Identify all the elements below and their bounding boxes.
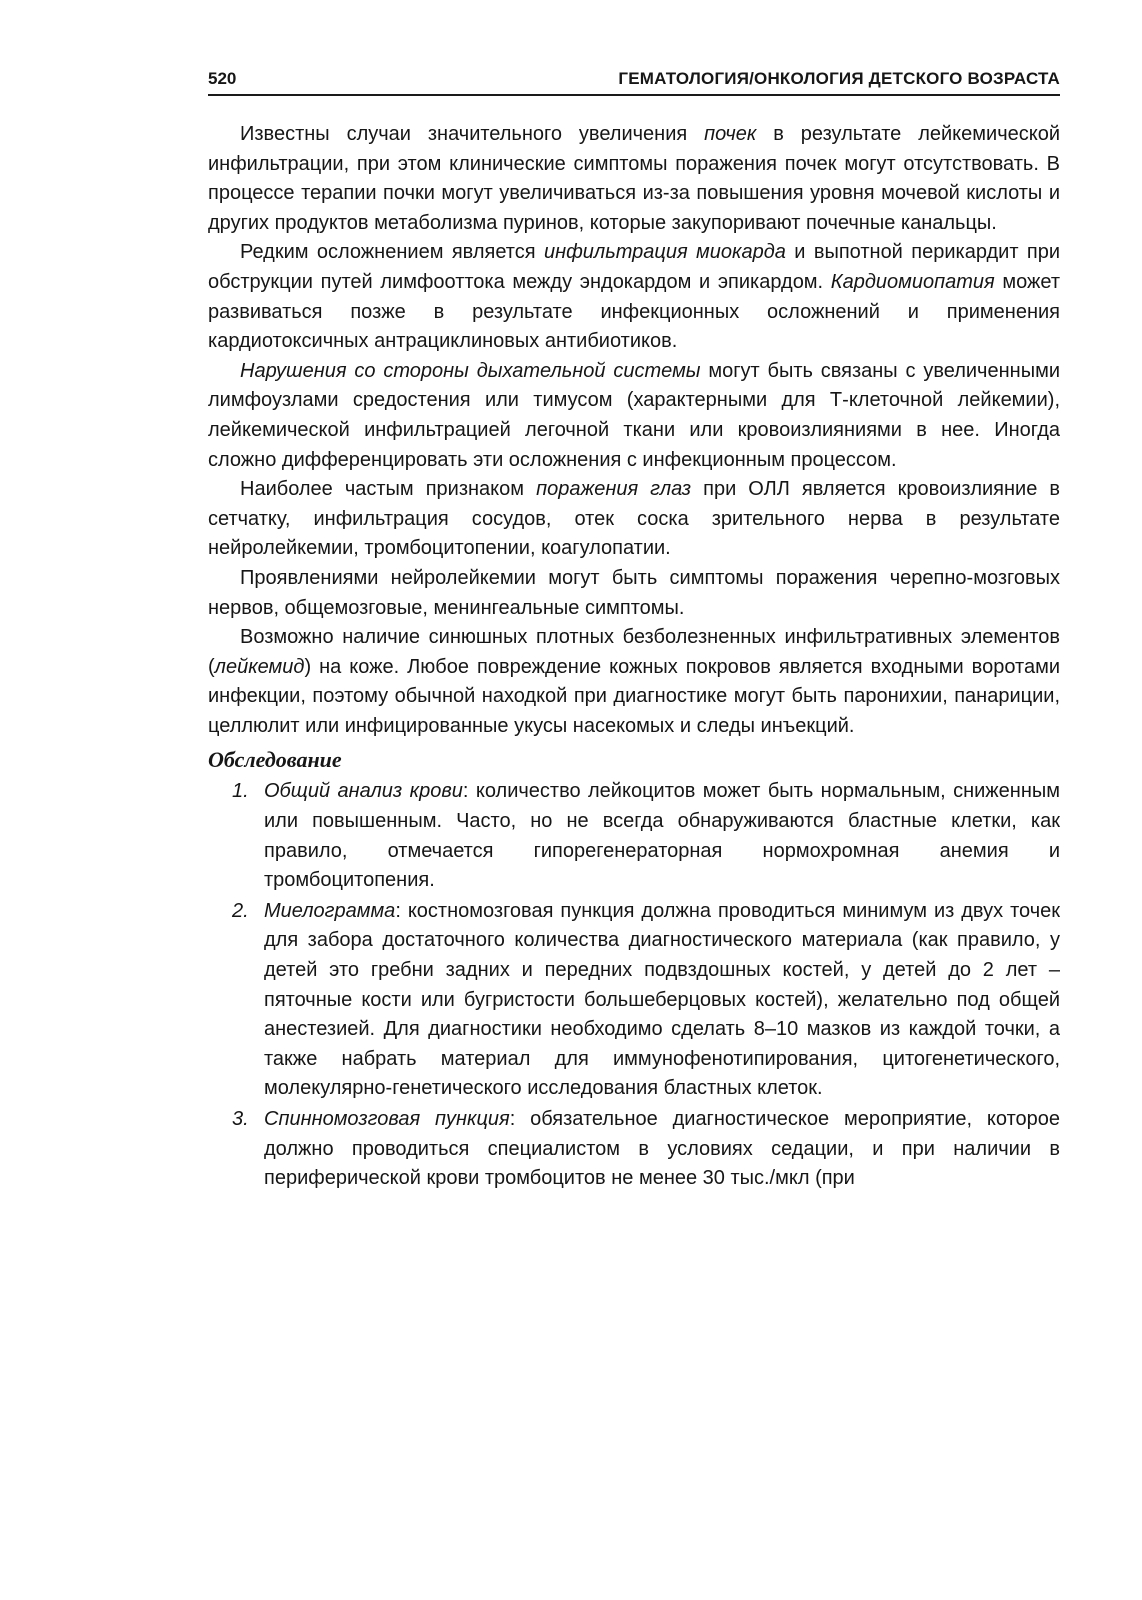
item-term: Общий анализ крови bbox=[264, 780, 463, 803]
emphasis-term: поражения глаз bbox=[536, 478, 692, 501]
text-segment: Известны случаи значительного увеличения bbox=[240, 123, 705, 145]
item-text: : костномозговая пункция должна проводиться минимум из двух точек для забора достаточного количества диагностического материала (как правило, у детей это гребни задних и передних подвздошных костей, у детей до 2 лет – пяточные кости или бугристости большеберцовых костей), желательно под общей анестезией. Для диагностики необходимо сделать 8–10 мазков из каждой точки, а также набрать материал для иммунофенотипирования, цитогенетического, молекулярно-генетического исследования бластных клеток. bbox=[264, 899, 1060, 1100]
exam-list bbox=[208, 777, 1060, 1193]
section-heading: Обследование bbox=[208, 747, 342, 773]
item-number: 1. bbox=[232, 780, 249, 803]
list-item bbox=[208, 777, 1060, 895]
text-segment: и выпотной перикардит при обструкции путей лимфооттока между эндокардом и эпикардом. bbox=[208, 241, 1061, 293]
item-text: : обязательное диагностическое мероприятие, которое должно проводиться специалистом в условиях седации, и при наличии в периферической крови тромбоцитов не менее 30 тыс./мкл (при bbox=[264, 1108, 1060, 1190]
item-term: Миелограмма bbox=[264, 899, 396, 922]
page-number: 520 bbox=[208, 69, 237, 88]
emphasis-term: Кардиомиопатия bbox=[830, 270, 995, 293]
paragraph-kidneys bbox=[208, 120, 1060, 238]
text-segment: ) на коже. Любое повреждение кожных покровов является входными воротами инфекции, поэтому обычной находкой при диагностике могут быть паронихии, панариции, целлюлит или инфицированные укусы насекомых и следы инъекций. bbox=[208, 655, 1060, 737]
item-text: : количество лейкоцитов может быть нормальным, сниженным или повышенным. Часто, но не всегда обнаруживаются бластные клетки, как правило, отмечается гипорегенераторная нормохромная анемия и тромбоцитопения. bbox=[264, 780, 1061, 892]
emphasis-term: почек bbox=[704, 123, 757, 145]
text-segment: Проявлениями нейролейкемии могут быть симптомы поражения черепно-мозговых нервов, общемозговые, менингеальные симптомы. bbox=[208, 566, 1060, 619]
emphasis-term: лейкемид bbox=[214, 655, 305, 678]
paragraph-neuroleukemia bbox=[208, 564, 1060, 623]
text-segment: может развиваться позже в результате инфекционных осложнений и применения кардиотоксичных антрациклиновых антибиотиков. bbox=[208, 270, 1060, 353]
paragraph-respiratory bbox=[208, 357, 1060, 475]
list-item bbox=[208, 897, 1060, 1104]
text-segment: в результате лейкемической инфильтрации, при этом клинические симптомы поражения почек могут отсутствовать. В процессе терапии почки могут увеличиваться из-за повышения уровня мочевой кислоты и других продуктов метаболизма пуринов, которые закупоривают почечные канальцы. bbox=[208, 123, 1061, 234]
text-segment: Редким осложнением является bbox=[240, 241, 544, 264]
item-term: Спинномозговая пункция bbox=[264, 1108, 510, 1130]
page-header bbox=[208, 64, 1060, 96]
item-number: 2. bbox=[232, 899, 249, 922]
text-segment: при ОЛЛ является кровоизлияние в сетчатку, инфильтрация сосудов, отек соска зрительного нерва в результате нейролейкемии, тромбоцитопении, коагулопатии. bbox=[208, 478, 1060, 560]
item-number: 3. bbox=[232, 1108, 249, 1130]
paragraph-skin bbox=[208, 623, 1060, 741]
text-segment: Возможно наличие синюшных плотных безболезненных инфильтративных элементов ( bbox=[208, 626, 1060, 678]
running-title: ГЕМАТОЛОГИЯ/ОНКОЛОГИЯ ДЕТСКОГО ВОЗРАСТА bbox=[618, 69, 1060, 88]
page-body bbox=[208, 120, 1060, 1195]
text-segment: могут быть связаны с увеличенными лимфоузлами средостения или тимусом (характерными для Т-клеточной лейкемии), лейкемической инфильтрацией легочной ткани или кровоизлияниями в нее. Иногда сложно дифференцировать эти осложнения с инфекционным процессом. bbox=[208, 359, 1060, 471]
list-item bbox=[208, 1105, 1060, 1194]
paragraph-heart bbox=[208, 238, 1060, 356]
emphasis-term: инфильтрация миокарда bbox=[543, 241, 786, 264]
emphasis-term: Нарушения со стороны дыхательной системы bbox=[240, 359, 701, 382]
text-segment: Наиболее частым признаком bbox=[240, 478, 537, 501]
paragraph-eyes bbox=[208, 475, 1060, 564]
